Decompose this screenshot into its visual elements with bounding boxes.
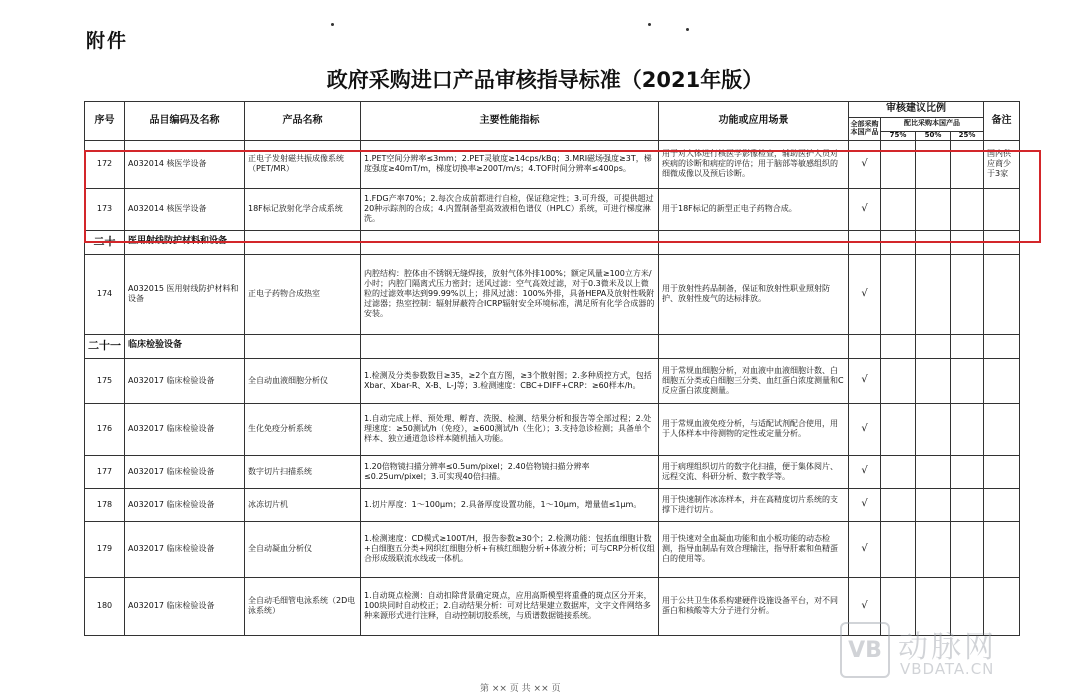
section-number: 二十: [85, 230, 125, 254]
empty-cell: [881, 230, 916, 254]
pct-75-cell: [881, 488, 916, 521]
category-cell: A032017 临床检验设备: [125, 403, 245, 455]
product-cell: 数字切片扫描系统: [245, 455, 361, 488]
specs-cell: 1.PET空间分辨率≤3mm；2.PET灵敏度≥14cps/kBq；3.MRI磁场强度≥3T，梯度强度≥40mT/m，梯度切换率≥200T/m/s；4.TOF时间分辨率≤400ps。: [361, 140, 659, 188]
category-cell: A032014 核医学设备: [125, 140, 245, 188]
pct-50-cell: [916, 188, 951, 230]
watermark-logo: VB: [840, 622, 890, 678]
function-cell: 用于病理组织切片的数字化扫描，便于集体阅片、远程交流、科研分析、数字教学等。: [659, 455, 849, 488]
function-cell: 用于常规血液免疫分析，与适配试剂配合使用，用于人体样本中待测物的定性或定量分析。: [659, 403, 849, 455]
remarks-cell: 国内供应商少于3家: [984, 140, 1020, 188]
pct-25-cell: [951, 455, 984, 488]
empty-cell: [951, 334, 984, 358]
category-cell: A032017 临床检验设备: [125, 488, 245, 521]
seq-cell: 177: [85, 455, 125, 488]
seq-cell: 175: [85, 358, 125, 403]
standards-table: [84, 101, 1020, 636]
empty-cell: [849, 334, 881, 358]
pct-50-cell: [916, 521, 951, 577]
scan-speck: [648, 23, 651, 26]
category-cell: A032017 临床检验设备: [125, 521, 245, 577]
product-cell: 全自动毛细管电泳系统（2D电泳系统）: [245, 577, 361, 635]
header-seq: 序号: [85, 102, 125, 141]
pct-75-cell: [881, 254, 916, 334]
pct-25-cell: [951, 188, 984, 230]
table-row: [85, 140, 1020, 188]
watermark: [840, 622, 1075, 680]
section-name: 医用射线防护材料和设备: [125, 230, 245, 254]
pct-50-cell: [916, 358, 951, 403]
product-cell: 生化免疫分析系统: [245, 403, 361, 455]
specs-cell: 1.自动斑点检测：自动扣除背景确定斑点，应用高斯模型将重叠的斑点区分开来，100块同时自动校正；2.自动结果分析：可对比结果建立数据库，文字文件网络多种来源形式进行注释，自动控制切胶系统，与质谱数据链接系统。: [361, 577, 659, 635]
pct-50-cell: [916, 455, 951, 488]
header-ratio-group: 审核建议比例: [849, 102, 984, 118]
pct-75-cell: [881, 140, 916, 188]
category-cell: A032017 临床检验设备: [125, 358, 245, 403]
all-domestic-cell: √: [849, 455, 881, 488]
empty-cell: [659, 230, 849, 254]
pct-50-cell: [916, 140, 951, 188]
seq-cell: 180: [85, 577, 125, 635]
table-row: [85, 521, 1020, 577]
remarks-cell: [984, 358, 1020, 403]
all-domestic-cell: √: [849, 403, 881, 455]
header-product: 产品名称: [245, 102, 361, 141]
table-row: [85, 455, 1020, 488]
pct-50-cell: [916, 254, 951, 334]
header-pct-50: 50%: [916, 131, 951, 140]
empty-cell: [984, 230, 1020, 254]
scan-speck: [331, 23, 334, 26]
all-domestic-cell: √: [849, 358, 881, 403]
product-cell: 冰冻切片机: [245, 488, 361, 521]
specs-cell: 1.检测及分类参数数目≥35，≥2个直方图，≥3个散射图；2.多种质控方式，包括Xbar、Xbar-R、X-B、L-J等；3.检测速度：CBC+DIFF+CRP：≥60样本/h。: [361, 358, 659, 403]
specs-cell: 1.20倍物镜扫描分辨率≤0.5um/pixel；2.40倍物镜扫描分辨率≤0.25um/pixel；3.可实现40倍扫描。: [361, 455, 659, 488]
pct-50-cell: [916, 403, 951, 455]
seq-cell: 172: [85, 140, 125, 188]
product-cell: 正电子发射磁共振成像系统（PET/MR）: [245, 140, 361, 188]
pct-75-cell: [881, 455, 916, 488]
section-number: 二十一: [85, 334, 125, 358]
scan-speck: [686, 28, 689, 31]
header-function: 功能或应用场景: [659, 102, 849, 141]
remarks-cell: [984, 188, 1020, 230]
pct-25-cell: [951, 254, 984, 334]
empty-cell: [984, 334, 1020, 358]
all-domestic-cell: √: [849, 488, 881, 521]
page-footer: 第 ×× 页 共 ×× 页: [480, 684, 561, 694]
function-cell: 用于放射性药品制备，保证和放射性职业照射防护、放射性废气的达标排放。: [659, 254, 849, 334]
function-cell: 用于公共卫生体系构建硬件设施设备平台，对不同蛋白和核酸等大分子进行分析。: [659, 577, 849, 635]
function-cell: 用于常规血细胞分析，对血液中血液细胞计数、白细胞五分类或白细胞三分类、血红蛋白浓度测量和C反应蛋白浓度测量。: [659, 358, 849, 403]
empty-cell: [916, 334, 951, 358]
pct-75-cell: [881, 188, 916, 230]
category-cell: A032014 核医学设备: [125, 188, 245, 230]
table-body: [85, 140, 1020, 635]
empty-cell: [849, 230, 881, 254]
header-specs: 主要性能指标: [361, 102, 659, 141]
table-row: [85, 488, 1020, 521]
header-remarks: 备注: [984, 102, 1020, 141]
pct-75-cell: [881, 403, 916, 455]
pct-75-cell: [881, 358, 916, 403]
pct-50-cell: [916, 488, 951, 521]
header-ratio-sub: 配比采购本国产品: [881, 117, 984, 131]
seq-cell: 176: [85, 403, 125, 455]
function-cell: 用于18F标记的新型正电子药物合成。: [659, 188, 849, 230]
section-row: [85, 230, 1020, 254]
remarks-cell: [984, 488, 1020, 521]
watermark-en: VBDATA.CN: [900, 660, 995, 678]
section-row: [85, 334, 1020, 358]
pct-25-cell: [951, 488, 984, 521]
function-cell: 用于快速制作冰冻样本，并在高精度切片系统的支撑下进行切片。: [659, 488, 849, 521]
empty-cell: [361, 334, 659, 358]
all-domestic-cell: √: [849, 577, 881, 635]
document-title: 政府采购进口产品审核指导标准（2021年版）: [326, 68, 764, 92]
table-row: [85, 358, 1020, 403]
remarks-cell: [984, 403, 1020, 455]
product-cell: 18F标记放射化学合成系统: [245, 188, 361, 230]
seq-cell: 173: [85, 188, 125, 230]
category-cell: A032017 临床检验设备: [125, 577, 245, 635]
product-cell: 全自动凝血分析仪: [245, 521, 361, 577]
specs-cell: 1.检测速度：CD模式≥100T/H，报告参数≥30个；2.检测功能：包括血细胞计数+白细胞五分类+网织红细胞分析+有核红细胞分析+体液分析；可与CRP分析仪组合形成级联流水线或一体机。: [361, 521, 659, 577]
function-cell: 用于对人体进行核医学影像检查，辅助医护人员对疾病的诊断和病症的评估；用于脑部等敏感组织的细微成像以及预后诊断。: [659, 140, 849, 188]
header-pct-25: 25%: [951, 131, 984, 140]
remarks-cell: [984, 254, 1020, 334]
all-domestic-cell: √: [849, 188, 881, 230]
pct-25-cell: [951, 521, 984, 577]
function-cell: 用于快速对全血凝血功能和血小板功能的动态检测，指导血制品有效合理输注，指导肝素和鱼精蛋白的使用等。: [659, 521, 849, 577]
remarks-cell: [984, 455, 1020, 488]
seq-cell: 178: [85, 488, 125, 521]
attachment-label: 附件: [86, 30, 129, 52]
empty-cell: [881, 334, 916, 358]
specs-cell: 1.切片厚度：1～100μm；2.具备厚度设置功能，1～10μm，增量值≤1μm。: [361, 488, 659, 521]
specs-cell: 内腔结构：腔体由不锈钢无缝焊接，放射气体外排100%；额定风量≥100立方米/小时；内腔门隔离式压力密封；送风过滤：空气高效过滤，对于0.3微米及以上微粒的过滤效率达到99.99%以上；排风过滤：100%外排，具备HEPA及放射性吸附过滤器；热室控制：辐射屏蔽符合ICRP辐射安全环境标准，满足所有化学合成器的安装。: [361, 254, 659, 334]
header-all-domestic: 全部采购本国产品: [849, 117, 881, 140]
header-pct-75: 75%: [881, 131, 916, 140]
table-row: [85, 254, 1020, 334]
table-row: [85, 403, 1020, 455]
all-domestic-cell: √: [849, 254, 881, 334]
pct-75-cell: [881, 521, 916, 577]
specs-cell: 1.FDG产率70%；2.每次合成前都进行自检，保证稳定性；3.可升级，可提供超过20种示踪剂的合成；4.内置制备型高效液相色谱仪（HPLC）系统，可进行梯度淋洗。: [361, 188, 659, 230]
product-cell: 正电子药物合成热室: [245, 254, 361, 334]
empty-cell: [951, 230, 984, 254]
pct-25-cell: [951, 403, 984, 455]
empty-cell: [245, 334, 361, 358]
empty-cell: [659, 334, 849, 358]
category-cell: A032015 医用射线防护材料和设备: [125, 254, 245, 334]
pct-25-cell: [951, 358, 984, 403]
specs-cell: 1.自动完成上样、预处理、孵育、洗脱、检测、结果分析和报告等全部过程；2.处理速度：≥50测试/h（免疫），≥600测试/h（生化）；3.支持急诊检测；具备单个样本、独立通道急诊样本随机插入功能。: [361, 403, 659, 455]
product-cell: 全自动血液细胞分析仪: [245, 358, 361, 403]
all-domestic-cell: √: [849, 140, 881, 188]
empty-cell: [245, 230, 361, 254]
empty-cell: [361, 230, 659, 254]
header-category: 品目编码及名称: [125, 102, 245, 141]
category-cell: A032017 临床检验设备: [125, 455, 245, 488]
empty-cell: [916, 230, 951, 254]
section-name: 临床检验设备: [125, 334, 245, 358]
watermark-cn: 动脉网: [898, 630, 997, 665]
remarks-cell: [984, 521, 1020, 577]
pct-25-cell: [951, 140, 984, 188]
seq-cell: 179: [85, 521, 125, 577]
table-row: [85, 188, 1020, 230]
seq-cell: 174: [85, 254, 125, 334]
all-domestic-cell: √: [849, 521, 881, 577]
